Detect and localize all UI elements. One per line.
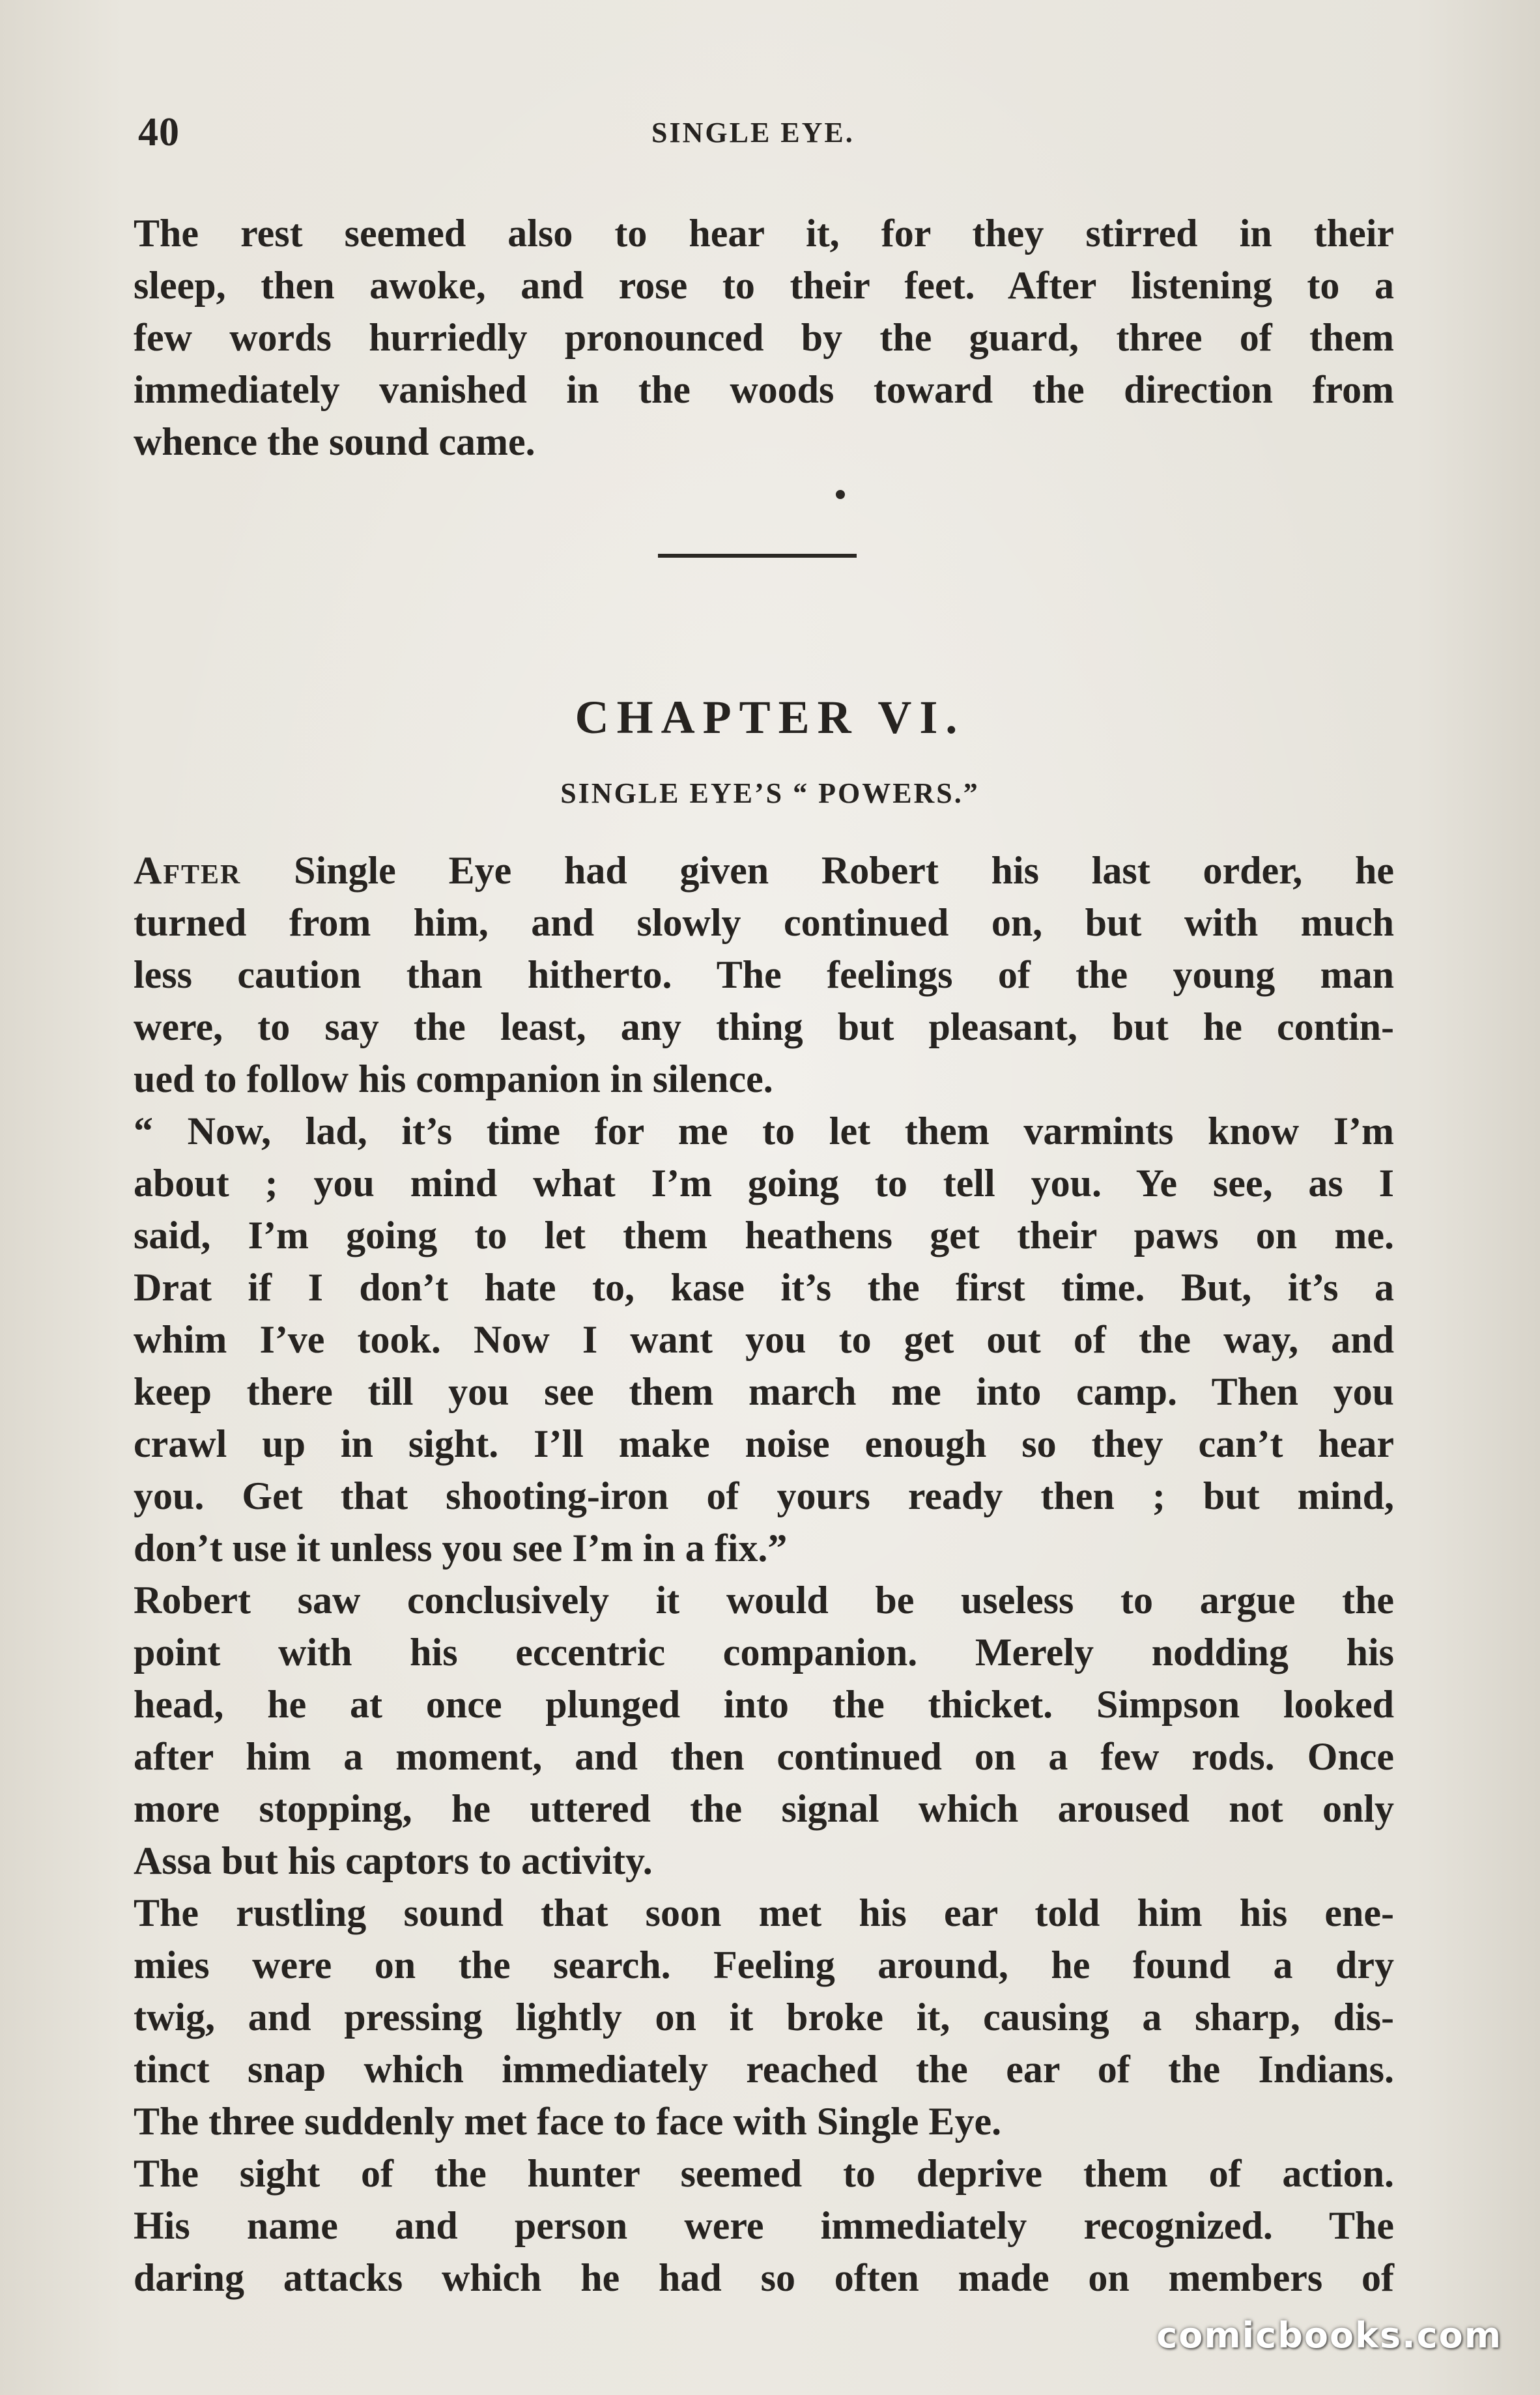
text-line: few words hurriedly pronounced by the guard, three of them [134,316,1394,359]
chapter-first-line [134,844,1394,896]
text-line: “ Now, lad, it’s time for me to let them varmints know I’m [134,1110,1394,1153]
running-title: SINGLE EYE. [651,117,855,149]
text-line: said, I’m going to let them heathens get their paws on me. [134,1214,1394,1257]
text-line: mies were on the search. Feeling around, he found a dry [134,1943,1394,1986]
text-line: The rest seemed also to hear it, for they stirred in their [134,212,1394,255]
text-line: don’t use it unless you see I’m in a fix.” [134,1527,788,1570]
chapter-title: CHAPTER VI. [575,691,965,743]
text-line: Robert saw conclusively it would be useless to argue the [134,1579,1394,1622]
text-line: keep there till you see them march me into camp. Then you [134,1370,1394,1413]
text-line: whim I’ve took. Now I want you to get out of the way, and [134,1318,1394,1361]
section-break-dot [836,490,845,499]
text-line: tinct snap which immediately reached the ear of the Indians. [134,2048,1394,2091]
text-line: less caution than hitherto. The feelings of the young man [134,953,1394,996]
text-line: more stopping, he uttered the signal which aroused not only [134,1787,1394,1830]
text-line: about ; you mind what I’m going to tell you. Ye see, as I [134,1162,1394,1205]
watermark: comicbooks.com [1156,2315,1502,2356]
chapter-first-line-rest: Single Eye had given Robert his last order, he [241,849,1394,892]
text-line: ued to follow his companion in silence. [134,1057,773,1100]
text-line: The sight of the hunter seemed to deprive them of action. [134,2152,1394,2195]
text-line: daring attacks which he had so often made on members of [134,2256,1394,2299]
text-line: Drat if I don’t hate to, kase it’s the first time. But, it’s a [134,1266,1394,1309]
section-break-rule [658,554,857,558]
running-head [0,109,1540,155]
chapter-first-word: After [134,849,242,892]
text-line: were, to say the least, any thing but pleasant, but he contin- [134,1005,1394,1048]
text-line: immediately vanished in the woods toward the direction from [134,368,1394,411]
text-line: you. Get that shooting-iron of yours ready then ; but mind, [134,1474,1394,1517]
text-line: crawl up in sight. I’ll make noise enough so they can’t hear [134,1422,1394,1465]
text-line: The three suddenly met face to face with Single Eye. [134,2100,1002,2143]
text-line: His name and person were immediately recognized. The [134,2204,1394,2247]
text-line: twig, and pressing lightly on it broke it, causing a sharp, dis- [134,1996,1394,2039]
chapter-body [134,844,1394,2304]
text-line: Assa but his captors to activity. [134,1839,653,1882]
text-line: whence the sound came. [134,420,535,463]
text-line: head, he at once plunged into the thicket. Simpson looked [134,1683,1394,1726]
text-line: turned from him, and slowly continued on, but with much [134,901,1394,944]
page-number: 40 [138,110,180,154]
text-line: The rustling sound that soon met his ear told him his ene- [134,1891,1394,1934]
text-line: after him a moment, and then continued on a few rods. Once [134,1735,1394,1778]
chapter-subtitle: SINGLE EYE’S “ POWERS.” [560,777,980,809]
text-line: point with his eccentric companion. Merely nodding his [134,1631,1394,1674]
text-line: sleep, then awoke, and rose to their feet. After listening to a [134,264,1394,307]
passage-before-chapter [134,207,1394,468]
